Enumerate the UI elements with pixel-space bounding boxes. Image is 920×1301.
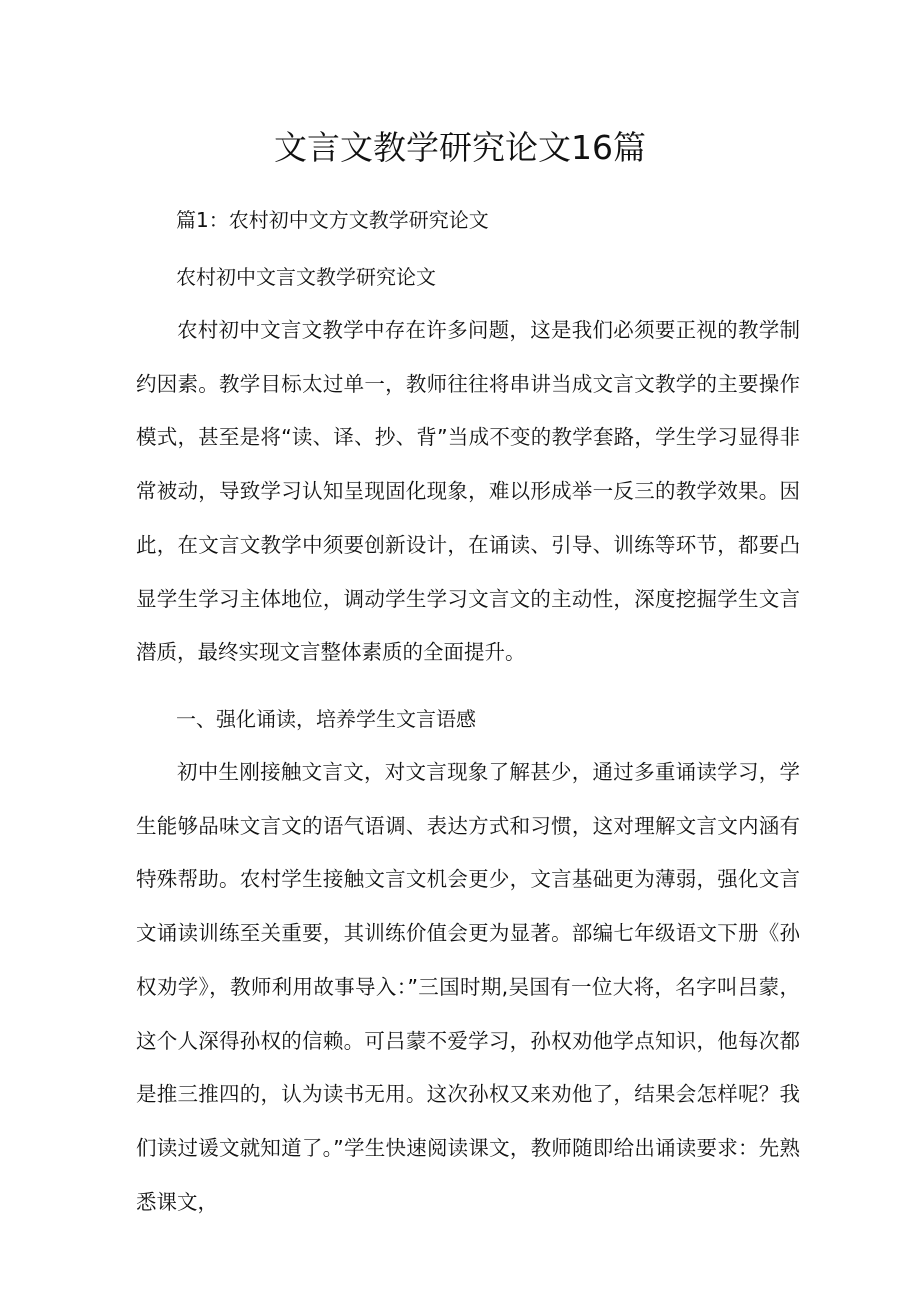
body-paragraph-2: 初中生刚接触文言文，对文言现象了解甚少，通过多重诵读学习，学生能够品味文言文的语气语调、表达方式和习惯，这对理解文言文内涵有特殊帮助。农村学生接触文言文机会更少，文言基础更为薄弱，强化文言文诵读训练至关重要，其训练价值会更为显著。部编七年级语文下册《孙权劝学》，教师利用故事导入：”三国时期,吴国有一位大将，名字叫吕蒙，这个人深得孙权的信赖。可吕蒙不爱学习，孙权劝他学点知识，他每次都是推三推四的，认为读书无用。这次孙权又来劝他了，结果会怎样呢？我们读过谖文就知道了。”学生快速阅读课文，教师随即给出诵读要求：先熟悉课文， <box>136 760 800 1214</box>
subheading-1: 一、强化诵读，培养学生文言语感 <box>176 707 476 731</box>
section-heading: 篇1：农村初中文方文教学研究论文 <box>176 208 489 232</box>
article-title: 农村初中文言文教学研究论文 <box>176 265 436 289</box>
document-title: 文言文教学研究论文16篇 <box>274 128 646 167</box>
body-paragraph-1: 农村初中文言文教学中存在许多问题，这是我们必须要正视的教学制约因素。教学目标太过单一，教师往往将串讲当成文言文教学的主要操作模式，甚至是将“读、译、抄、背”当成不变的教学套路，学生学习显得非常被动，导致学习认知呈现固化现象，难以形成举一反三的教学效果。因此，在文言文教学中须要创新设计，在诵读、引导、训练等环节，都要凸显学生学习主体地位，调动学生学习文言文的主动性，深度挖掘学生文言潜质，最终实现文言整体素质的全面提升。 <box>136 318 800 665</box>
